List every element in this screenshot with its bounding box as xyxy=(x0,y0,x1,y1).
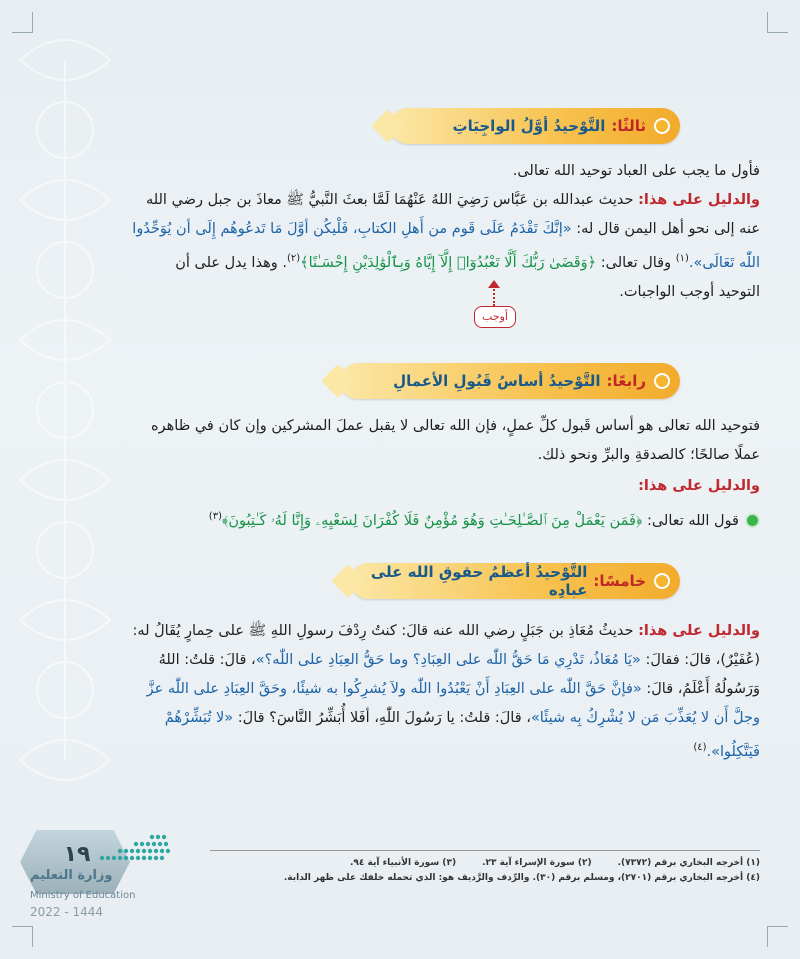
section-title: التَّوْحيدُ أساسُ قَبُولِ الأعمالِ xyxy=(393,372,601,390)
islamic-ornament-border xyxy=(0,0,130,959)
section3-evidence xyxy=(130,186,760,307)
section-heading-5 xyxy=(350,563,680,599)
vocab-note-label: أوجب xyxy=(474,306,516,328)
section4-intro: فتوحيد الله تعالى هو أساس قَبول كلِّ عملٍ، فإن الله تعالى لا يقبل عملَ المشركين وإن كان في ظاهره عملًا صالحًا؛ كالصدقةِ والبرِّ ونحو ذلك. xyxy=(151,418,760,463)
section5-evidence xyxy=(130,617,760,767)
footnote-4: (٤) أخرجه البخاري برقم (٢٧٠١)، ومسلم برقم (٣٠). والرِّدف والرَّديف هو: الذي تحمله خلفك على ظهر الدابة. xyxy=(283,873,760,883)
footnote-3: (٣) سورة الأنبياء آية ٩٤. xyxy=(349,858,457,868)
hadith-narration-1: ، قالَ: قلتُ: اللهُ وَرَسُولُهُ أَعْلَمُ، قالَ: xyxy=(158,652,760,697)
crop-mark-top-right xyxy=(767,12,788,33)
section-title: التَّوْحيدُ أعظمُ حقوقِ الله على عبادِه xyxy=(370,563,588,599)
ministry-logo-icon xyxy=(96,832,176,864)
evidence-label: والدليل على هذا: xyxy=(638,192,760,208)
footnote-2: (٢) سورة الإسراء آية ٢٣. xyxy=(482,858,592,868)
quran-verse: ﴿وَقَضَىٰ رَبُّكَ أَلَّا تَعْبُدُوٓا۟ إِلَّآ إِيَّاهُ وَبِٱلْوَٰلِدَيْنِ إِحْسَـٰنًا﴾ xyxy=(300,254,597,271)
footnote-ref-1[interactable]: (١) xyxy=(675,253,689,264)
crop-mark-bottom-left xyxy=(12,926,33,947)
page-number: ١٩ xyxy=(63,842,91,867)
section-label: ثالثًا: xyxy=(611,117,646,135)
evidence-label: والدليل على هذا: xyxy=(638,478,760,494)
footnote-1: (١) أخرجه البخاري برقم (٧٣٧٢). xyxy=(617,858,760,868)
vocab-note xyxy=(474,280,514,332)
section-label: خامسًا: xyxy=(593,572,646,590)
hadith-quote-1: «يَا مُعَاذُ، تَدْرِي مَا حَقُّ اللّٰه على العِبَادِ؟ وما حَقُّ العِبَادِ على اللّٰه؟» xyxy=(255,652,641,668)
footnote-divider xyxy=(210,850,760,851)
footnote-ref-2[interactable]: (٢) xyxy=(286,253,301,264)
section4-evidence xyxy=(130,502,760,536)
hadith-quote-2: «فإنَّ حَقَّ اللّٰه على العِبَادِ أَنْ يَعْبُدُوا اللّٰه ولاَ يُشرِكُوا به شيئًا، وحَقَّ العِبَادِ على اللّٰه عزَّ وجلَّ أَن لا يُعَذِّبَ مَن لا يُشْرِكُ بِه شيئًا» xyxy=(146,681,760,726)
heading-bullet-icon xyxy=(654,373,670,389)
evidence-label: والدليل على هذا: xyxy=(638,623,760,639)
crop-mark-top-left xyxy=(12,12,33,33)
heading-bullet-icon xyxy=(654,573,670,589)
ministry-name: وزارة التعليم xyxy=(30,868,113,883)
ministry-name-en: Ministry of Education xyxy=(30,890,136,901)
edition-year: 2022 - 1444 xyxy=(30,905,104,919)
footnote-ref-3[interactable]: (٣) xyxy=(208,511,222,522)
section-title: التَّوْحيدُ أوَّلُ الواجِبَاتِ xyxy=(452,117,606,135)
bullet-dot-icon xyxy=(745,513,760,528)
quote-intro: قول الله تعالى: xyxy=(642,512,739,529)
hadith-text: «إنَّكَ تَقْدَمُ عَلَى قَوم من أَهلِ الكتابِ، فَلْيكُن أوَّلَ مَا تَدعُوهُم إِلَى أن يُوَحِّدُوا اللّٰه تَعَالَى». xyxy=(132,221,760,271)
conclusion-text: . وهذا يدل على أن التوحيد أوجب الواجبات. xyxy=(175,254,760,300)
hadith-intro: حديثُ مُعَاذِ بن جَبَلٍ رضي الله عنه قالَ: كنتُ رِدْفَ رسولِ اللهِ ﷺ على حِمارٍ يُقَالُ له: (عُفَيْرٌ)، قالَ: فقالَ: xyxy=(132,623,760,668)
section3-intro: فأول ما يجب على العباد توحيد الله تعالى. xyxy=(512,163,760,179)
hadith-intro: حديث عبدالله بن عَبَّاس رَضِيَ اللهُ عَنْهُمَا لَمَّا بعثَ النَّبيُّ ﷺ معاذَ بن جبل رضي الله عنه إلى نحو أهل اليمن قال له: xyxy=(145,192,760,237)
hadith-narration-2: ، قالَ: قلتُ: يا رَسُولَ اللّٰهِ، أفَلا أُبَشِّرُ النَّاسَ؟ قالَ: xyxy=(233,710,531,726)
heading-arrow-tip xyxy=(321,364,355,398)
quran-verse: ﴿فَمَن يَعْمَلْ مِنَ ٱلصَّـٰلِحَـٰتِ وَهُوَ مُؤْمِنٌ فَلَا كُفْرَانَ لِسَعْيِهِۦ وَإِنَّا لَهُۥ كَـٰتِبُونَ﴾ xyxy=(221,512,643,529)
footnote-ref-4[interactable]: (٤) xyxy=(693,742,707,753)
crop-mark-bottom-right xyxy=(767,926,788,947)
footnotes xyxy=(200,856,760,886)
arrow-up-icon xyxy=(488,280,500,288)
hadith-quote-3: «لا تُبَشِّرْهُمْ فَيَتَّكِلُوا». xyxy=(164,710,760,760)
section-heading-4 xyxy=(340,363,680,399)
section-heading-3 xyxy=(390,108,680,144)
verse-intro: وقال تعالى: xyxy=(596,254,676,271)
heading-bullet-icon xyxy=(654,118,670,134)
section-label: رابعًا: xyxy=(606,372,646,390)
heading-arrow-tip xyxy=(371,109,405,143)
footnote-row xyxy=(200,856,760,871)
